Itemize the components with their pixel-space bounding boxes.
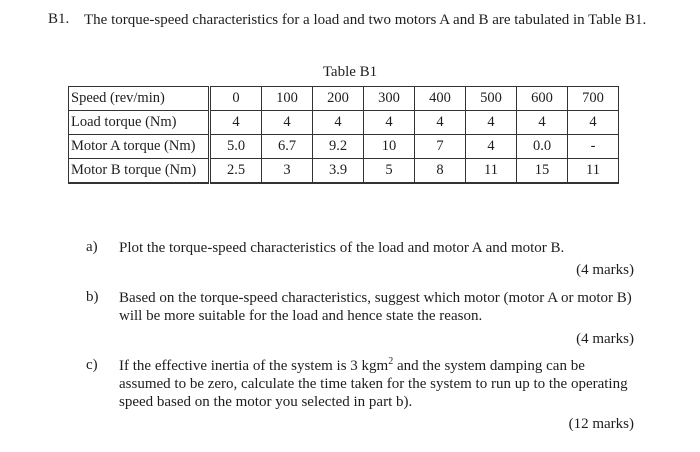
row-label: Motor A torque (Nm) [69, 135, 210, 159]
table-cell: 8 [415, 159, 466, 184]
table-cell: 11 [466, 159, 517, 184]
table-cell: 10 [364, 135, 415, 159]
table-cell: 4 [466, 111, 517, 135]
part-b-letter: b) [86, 289, 99, 305]
table-cell: 4 [466, 135, 517, 159]
table-cell: 3 [262, 159, 313, 184]
table-cell: 11 [568, 159, 619, 184]
table-cell: 6.7 [262, 135, 313, 159]
table-cell: 500 [466, 87, 517, 111]
table-cell: 400 [415, 87, 466, 111]
part-c-letter: c) [86, 357, 98, 373]
table-cell: 300 [364, 87, 415, 111]
table-cell: 15 [517, 159, 568, 184]
row-label: Load torque (Nm) [69, 111, 210, 135]
table-cell: 7 [415, 135, 466, 159]
table-cell: 100 [262, 87, 313, 111]
part-c-marks: (12 marks) [568, 416, 634, 432]
table-cell: 200 [313, 87, 364, 111]
table-cell: 700 [568, 87, 619, 111]
part-c-text-start: If the effective inertia of the system is 3 kgm [119, 358, 389, 374]
table-cell: 4 [364, 111, 415, 135]
part-c-superscript: 2 [388, 356, 394, 367]
question-text: The torque-speed characteristics for a load and two motors A and B are tabulated in Table B1. [84, 12, 647, 28]
table-cell: - [568, 135, 619, 159]
table-row [69, 135, 619, 159]
table-cell: 4 [313, 111, 364, 135]
table-row [69, 159, 619, 184]
table-cell: 3.9 [313, 159, 364, 184]
part-b-text: Based on the torque-speed characteristics, suggest which motor (motor A or motor B) will be more suitable for the load and hence state the reason. [119, 290, 632, 324]
table-cell: 4 [517, 111, 568, 135]
part-a-letter: a) [86, 239, 98, 255]
part-c-text-end: and the system damping can be assumed to be zero, calculate the time taken for the system to run up to the operating speed based on the motor you selected in part b). [119, 358, 628, 410]
part-a-text: Plot the torque-speed characteristics of the load and motor A and motor B. [119, 240, 565, 256]
table-caption: Table B1 [322, 64, 378, 80]
table-cell: 0 [210, 87, 262, 111]
part-a-marks: (4 marks) [576, 262, 634, 278]
torque-speed-table [68, 86, 619, 184]
row-label: Motor B torque (Nm) [69, 159, 210, 184]
question-number: B1. [48, 11, 70, 27]
table-cell: 4 [415, 111, 466, 135]
table-cell: 5 [364, 159, 415, 184]
table-cell: 5.0 [210, 135, 262, 159]
table-cell: 9.2 [313, 135, 364, 159]
table-cell: 600 [517, 87, 568, 111]
table-cell: 4 [568, 111, 619, 135]
part-b-marks: (4 marks) [576, 331, 634, 347]
table-cell: 4 [210, 111, 262, 135]
table-row [69, 111, 619, 135]
table-cell: 4 [262, 111, 313, 135]
part-c-text [119, 357, 639, 411]
table-row [69, 87, 619, 111]
row-label: Speed (rev/min) [69, 87, 210, 111]
table-cell: 0.0 [517, 135, 568, 159]
table-cell: 2.5 [210, 159, 262, 184]
